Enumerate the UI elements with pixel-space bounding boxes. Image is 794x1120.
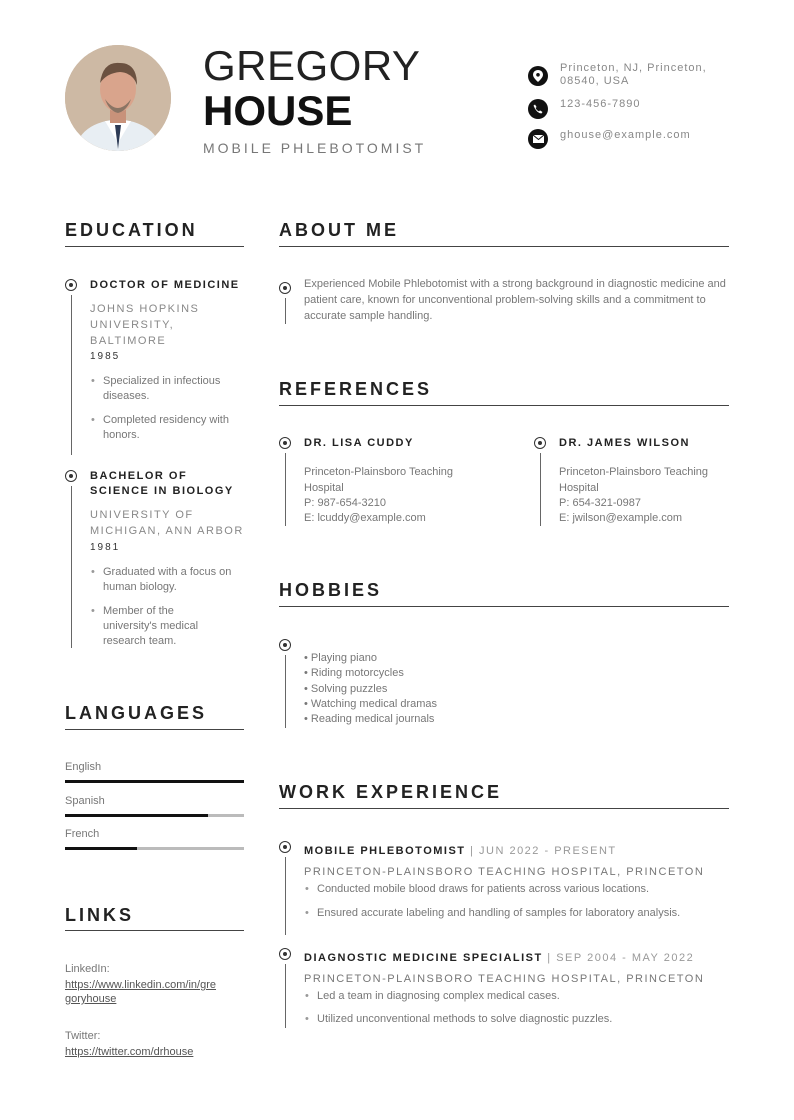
phone-text: 123-456-7890 (560, 98, 641, 110)
work-bullet: • Ensured accurate labeling and handling of samples for laboratory analysis. (317, 906, 727, 921)
phone-icon (528, 99, 548, 119)
envelope-icon (528, 129, 548, 149)
education-bullet: • Graduated with a focus on human biology. (103, 565, 245, 595)
education-degree: BACHELOR OF SCIENCE IN BIOLOGY (90, 470, 234, 497)
last-name: HOUSE (203, 87, 353, 134)
education-degree: DOCTOR OF MEDICINE (90, 279, 240, 291)
links-heading: LINKS (65, 905, 134, 925)
about-heading: ABOUT ME (279, 220, 399, 240)
contact-email (528, 129, 728, 149)
timeline-line (285, 655, 286, 728)
contact-phone (528, 99, 728, 119)
education-year: 1985 (90, 351, 121, 362)
work-role-line (304, 841, 617, 859)
timeline-line (285, 298, 286, 324)
language-level-fill (65, 780, 244, 783)
work-role: DIAGNOSTIC MEDICINE SPECIALIST (304, 952, 543, 964)
twitter-link[interactable]: https://twitter.com/drhouse (65, 1046, 194, 1058)
timeline-dot-icon (279, 282, 291, 294)
languages-heading: LANGUAGES (65, 703, 208, 723)
address-text: Princeton, NJ, Princeton, 08540, USA (560, 62, 707, 87)
reference-org: Princeton-Plainsboro Teaching Hospital (559, 466, 708, 494)
reference-org: Princeton-Plainsboro Teaching Hospital (304, 466, 453, 494)
timeline-dot-icon (65, 470, 77, 482)
linkedin-link[interactable]: https://www.linkedin.com/in/gre (65, 979, 217, 991)
timeline-dot-icon (534, 437, 546, 449)
hobby-item: • Reading medical journals (304, 713, 435, 725)
work-period: | SEP 2004 - MAY 2022 (542, 952, 695, 964)
hobby-item: • Riding motorcycles (304, 667, 404, 679)
language-level-bar (65, 780, 244, 783)
work-employer: PRINCETON-PLAINSBORO TEACHING HOSPITAL, PRINCETON (304, 973, 705, 985)
references-divider (279, 405, 729, 406)
timeline-dot-icon (279, 437, 291, 449)
about-divider (279, 246, 729, 247)
links-divider (65, 930, 244, 931)
education-divider (65, 246, 244, 247)
location-pin-icon (528, 66, 548, 86)
education-school: JOHNS HOPKINS UNIVERSITY, BALTIMORE (90, 303, 200, 347)
work-role: MOBILE PHLEBOTOMIST (304, 845, 466, 857)
language-name: French (65, 828, 100, 840)
references-heading: REFERENCES (279, 379, 433, 399)
work-bullet: • Led a team in diagnosing complex medical cases. (317, 989, 727, 1004)
job-title: MOBILE PHLEBOTOMIST (203, 140, 427, 156)
timeline-dot-icon (279, 639, 291, 651)
timeline-line (540, 453, 541, 526)
education-bullet: • Completed residency with honors. (103, 413, 243, 443)
education-year: 1981 (90, 542, 121, 553)
reference-email: E: lcuddy@example.com (304, 512, 426, 524)
education-bullet: • Member of the university's medical research team. (103, 604, 223, 649)
reference-name: DR. LISA CUDDY (304, 437, 414, 449)
language-level-bar (65, 847, 244, 850)
first-name: GREGORY (203, 42, 421, 89)
reference-email: E: jwilson@example.com (559, 512, 683, 524)
hobbies-heading: HOBBIES (279, 580, 383, 600)
education-school: UNIVERSITY OF MICHIGAN, ANN ARBOR (90, 509, 244, 537)
timeline-line (71, 486, 72, 648)
timeline-dot-icon (65, 279, 77, 291)
timeline-line (285, 453, 286, 526)
timeline-line (285, 964, 286, 1028)
about-text: Experienced Mobile Phlebotomist with a strong background in diagnostic medicine and patient care, known for unconventional problem-solving skills and a commitment to accurate sample handling. (304, 278, 726, 322)
hobby-item: • Solving puzzles (304, 683, 388, 695)
reference-phone: P: 654-321-0987 (559, 497, 641, 509)
education-bullet: • Specialized in infectious diseases. (103, 374, 243, 404)
timeline-dot-icon (279, 948, 291, 960)
twitter-label: Twitter: (65, 1030, 101, 1042)
hobby-item: • Watching medical dramas (304, 698, 438, 710)
hobbies-divider (279, 606, 729, 607)
linkedin-label: LinkedIn: (65, 963, 110, 975)
timeline-line (71, 295, 72, 455)
language-level-bar (65, 814, 244, 817)
profile-photo (65, 45, 171, 151)
language-level-fill (65, 847, 137, 850)
hobby-item: • Playing piano (304, 652, 377, 664)
timeline-dot-icon (279, 841, 291, 853)
language-level-fill (65, 814, 208, 817)
language-name: English (65, 761, 102, 773)
reference-name: DR. JAMES WILSON (559, 437, 690, 449)
work-employer: PRINCETON-PLAINSBORO TEACHING HOSPITAL, PRINCETON (304, 866, 705, 878)
work-bullet: • Utilized unconventional methods to solve diagnostic puzzles. (317, 1012, 727, 1027)
language-name: Spanish (65, 795, 105, 807)
timeline-line (285, 857, 286, 935)
work-divider (279, 808, 729, 809)
work-period: | JUN 2022 - PRESENT (465, 845, 617, 857)
languages-divider (65, 729, 244, 730)
contact-address (528, 62, 728, 88)
work-bullet: • Conducted mobile blood draws for patients across various locations. (317, 882, 727, 897)
email-text: ghouse@example.com (560, 129, 691, 141)
work-role-line (304, 948, 694, 966)
education-heading: EDUCATION (65, 220, 198, 240)
linkedin-link-continued[interactable]: goryhouse (65, 993, 117, 1005)
work-heading: WORK EXPERIENCE (279, 782, 503, 802)
reference-phone: P: 987-654-3210 (304, 497, 386, 509)
